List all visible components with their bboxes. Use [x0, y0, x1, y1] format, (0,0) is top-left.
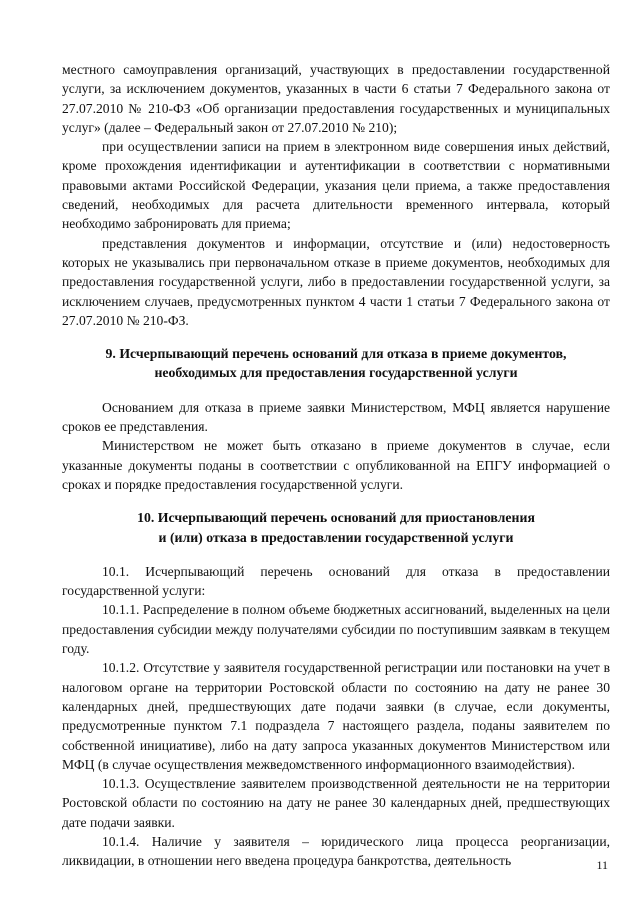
section-10-paragraph-5: 10.1.4. Наличие у заявителя – юридического лица процесса реорганизации, ликвидации, в отношении него введена процедура банкротства, деятельность [62, 833, 610, 869]
page-content [62, 60, 610, 871]
section-10-heading-line-1: 10. Исчерпывающий перечень оснований для приостановления [137, 510, 535, 526]
section-10-heading [62, 508, 610, 547]
section-9-heading [62, 344, 610, 383]
paragraph-top-2: при осуществлении записи на прием в электронном виде совершения иных действий, кроме прохождения идентификации и аутентификации в соответствии с нормативными правовыми актами Российской Федерации, указания цели приема, а также предоставления сведений, необходимых для расчета длительности временного интервала, который необходимо забронировать для приема; [62, 139, 610, 232]
section-9-heading-line-2: необходимых для предоставления государственной услуги [154, 365, 518, 381]
section-10-paragraph-4: 10.1.3. Осуществление заявителем производственной деятельности не на территории Ростовской области по состоянию на дату не ранее 30 календарных дней, предшествующих дате подачи заявки. [62, 776, 610, 830]
section-9-paragraph-2: Министерством не может быть отказано в приеме документов в случае, если указанные документы поданы в соответствии с опубликованной на ЕПГУ информацией о сроках и порядке предоставления государственной услуги. [62, 438, 610, 492]
paragraph-top-3: представления документов и информации, отсутствие и (или) недостоверность которых не указывались при первоначальном отказе в приеме документов, необходимых для предоставления государственной услуги, либо в предоставлении государственной услуги, за исключением случаев, предусмотренных пунктом 4 части 1 статьи 7 Федерального закона от 27.07.2010 № 210-ФЗ. [62, 235, 610, 328]
paragraph-top-1: местного самоуправления организаций, участвующих в предоставлении государственной услуги, за исключением документов, указанных в части 6 статьи 7 Федерального закона от 27.07.2010 № 210-ФЗ «Об организации предоставления государственных и муниципальных услуг» (далее – Федеральный закон от 27.07.2010 № 210); [62, 62, 610, 135]
section-9-heading-line-1: 9. Исчерпывающий перечень оснований для отказа в приеме документов, [105, 346, 567, 362]
section-10-paragraph-2: 10.1.1. Распределение в полном объеме бюджетных ассигнований, выделенных на цели предоставления субсидии между получателями субсидии по поступившим заявкам в текущем году. [62, 602, 610, 657]
section-10-heading-line-2: и (или) отказа в предоставлении государственной услуги [158, 529, 514, 545]
section-10-paragraph-3: 10.1.2. Отсутствие у заявителя государственной регистрации или постановки на учет в налоговом органе на территории Ростовской области по состоянию на дату не ранее 30 календарных дней, предшествующих дате подачи заявки (в случае, если документы, предусмотренные пунктом 7.1 подраздела 7 настоящего раздела, поданы заявителем по собственной инициативе), либо на дату запроса указанных документов Министерством или МФЦ (в случае осуществления межведомственного информационного взаимодействия). [62, 660, 610, 772]
section-9-paragraph-1: Основанием для отказа в приеме заявки Министерством, МФЦ является нарушение сроков ее представления. [62, 399, 610, 435]
section-10-paragraph-1: 10.1. Исчерпывающий перечень оснований для отказа в предоставлении государственной услуги: [62, 563, 610, 599]
page-number: 11 [596, 858, 608, 872]
